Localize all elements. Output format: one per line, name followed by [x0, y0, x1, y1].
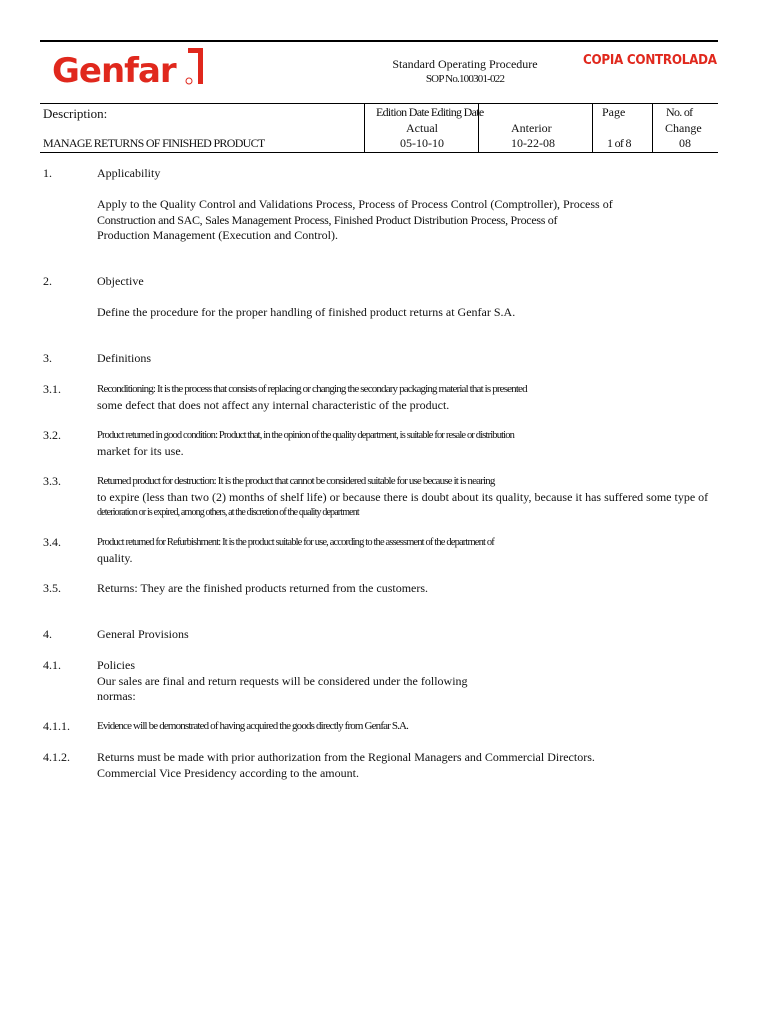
change-value: 08 [679, 136, 691, 150]
section-title: General Provisions [97, 627, 189, 641]
paragraph-line: Production Management (Execution and Control). [97, 228, 338, 242]
definition-line: Returns: They are the finished products returned from the customers. [97, 581, 429, 595]
section-number: 4. [43, 627, 52, 641]
table-divider [592, 104, 593, 152]
page-value: 1 of 8 [607, 136, 631, 150]
definition-line: market for its use. [97, 443, 184, 458]
top-rule [40, 40, 718, 42]
sop-number: SOP No.100301-022 [425, 73, 505, 85]
provision-number: 4.1.1. [43, 719, 70, 733]
definition-line: Reconditioning: It is the process that consists of replacing or changing the secondary packaging material that is presented [97, 383, 527, 395]
section-title: Applicability [97, 166, 161, 180]
definition-number: 3.1. [43, 382, 61, 396]
provision-line: Returns must be made with prior authorization from the Regional Managers and Commercial Directors. [97, 750, 595, 764]
anterior-value: 10-22-08 [511, 136, 555, 150]
definition-number: 3.5. [43, 581, 61, 595]
definition-line: Product returned in good condition: Product that, in the opinion of the quality department, is suitable for resale or distribution [97, 430, 515, 441]
paragraph-line: Define the procedure for the proper handling of finished product returns at Genfar S.A. [97, 305, 516, 319]
edition-label: Edition Date Editing Date [376, 105, 484, 119]
anterior-label: Anterior [511, 121, 552, 135]
section-title: Objective [97, 274, 144, 288]
provision-line: Policies [97, 658, 135, 672]
genfar-logo [50, 44, 210, 90]
change-label-2: Change [665, 121, 702, 135]
provision-line: Evidence will be demonstrated of having acquired the goods directly from Genfar S.A. [97, 720, 409, 732]
section-number: 2. [43, 274, 52, 288]
paragraph-line: Apply to the Quality Control and Validations Process, Process of Process Control (Comptroller), Process of [97, 197, 613, 211]
provision-number: 4.1.2. [43, 750, 70, 764]
actual-label: Actual [406, 121, 438, 135]
provision-line: Commercial Vice Presidency according to the amount. [97, 765, 359, 780]
definition-line: quality. [97, 550, 133, 565]
definition-number: 3.3. [43, 474, 61, 488]
change-label-1: No. of [666, 105, 693, 119]
definition-number: 3.2. [43, 428, 61, 442]
provision-line: Our sales are final and return requests will be considered under the following [97, 673, 468, 688]
definition-line: to expire (less than two (2) months of shelf life) or because there is doubt about its quality, because it has suffered some type of [97, 489, 709, 504]
paragraph-line: Construction and SAC, Sales Management Process, Finished Product Distribution Process, Process of [97, 212, 558, 227]
logo-text: Genfar [52, 51, 176, 90]
definition-line: Returned product for destruction: It is the product that cannot be considered suitable for use because it is nearing [97, 475, 495, 487]
table-divider [364, 104, 365, 152]
section-number: 1. [43, 166, 52, 180]
section-number: 3. [43, 351, 52, 365]
page-label: Page [602, 105, 626, 119]
actual-value: 05-10-10 [400, 136, 444, 150]
definition-line: some defect that does not affect any internal characteristic of the product. [97, 397, 450, 412]
header-table [40, 103, 718, 153]
definition-line: Product returned for Refurbishment: It is the product suitable for use, according to the assessment of the department of [97, 537, 494, 548]
provision-number: 4.1. [43, 658, 61, 672]
section-title: Definitions [97, 351, 151, 365]
description-label: Description: [43, 106, 108, 121]
table-divider [652, 104, 653, 152]
sop-title: Standard Operating Procedure [392, 57, 538, 71]
control-stamp: COPIA CONTROLADA [583, 53, 717, 68]
provision-line: normas: [97, 689, 136, 703]
definition-number: 3.4. [43, 535, 61, 549]
definition-line: deterioration or is expired, among others, at the discretion of the quality department [97, 507, 359, 518]
description-value: MANAGE RETURNS OF FINISHED PRODUCT [43, 136, 265, 150]
